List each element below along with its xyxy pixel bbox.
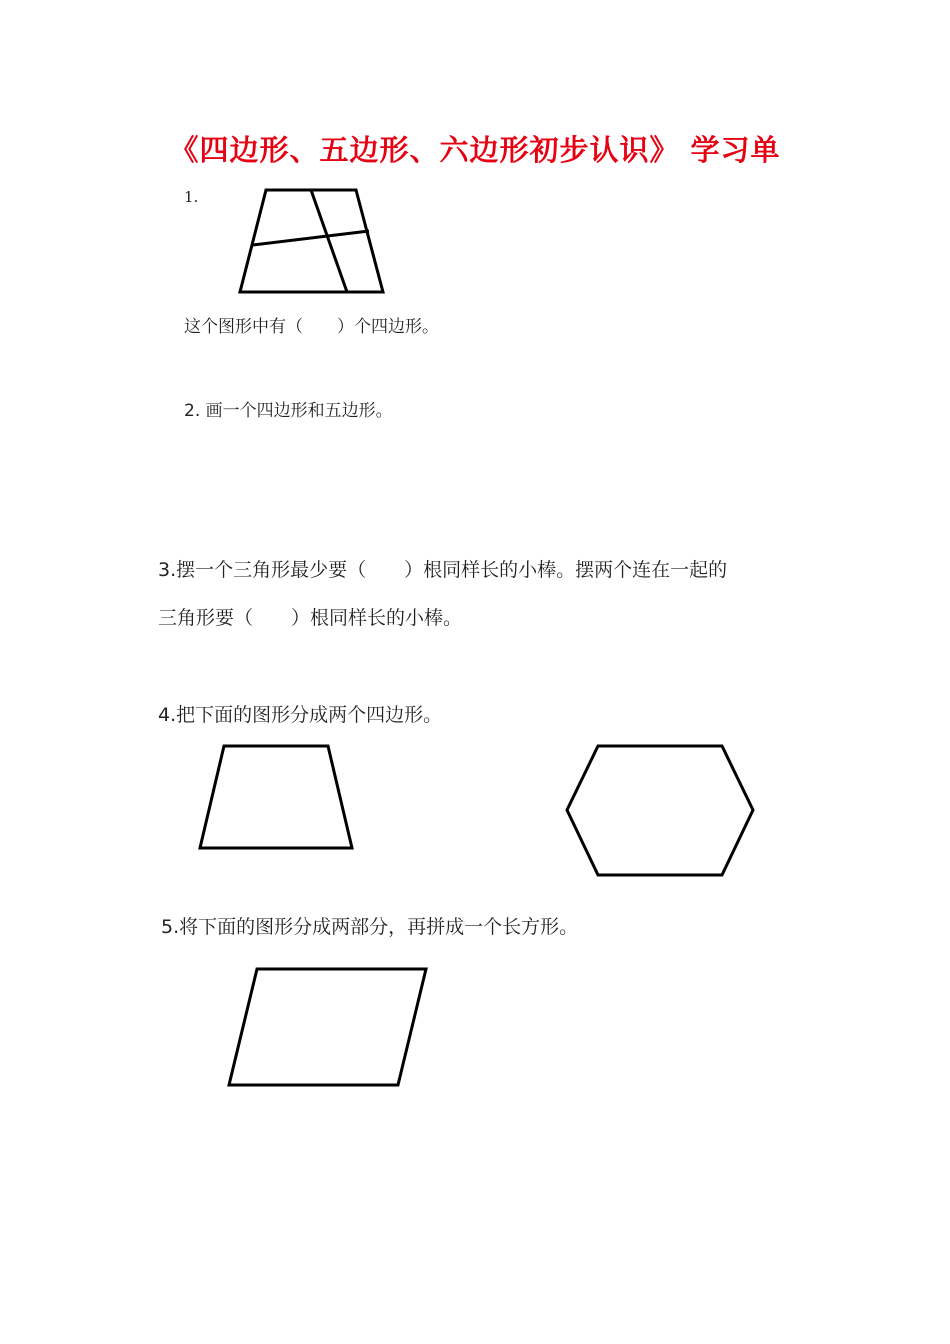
q3-question-line2: 三角形要（ ）根同样长的小棒。 <box>158 607 463 629</box>
q3-question-line1: 3.摆一个三角形最少要（ ）根同样长的小棒。摆两个连在一起的 <box>158 559 728 581</box>
q2-question-text: 2. 画一个四边形和五边形。 <box>184 401 393 421</box>
q4-trapezoid-figure <box>190 735 365 860</box>
q1-number: 1. <box>184 188 199 206</box>
worksheet-title: 《四边形、五边形、六边形初步认识》 学习单 <box>169 133 781 167</box>
q1-trapezoid-outline <box>240 190 383 292</box>
q1-question-text: 这个图形中有（ ）个四边形。 <box>184 317 439 337</box>
q5-parallelogram-figure <box>220 960 435 1095</box>
q4-trapezoid-outline <box>200 746 352 848</box>
q1-slanted-line <box>311 190 347 292</box>
q1-trapezoid-figure <box>230 180 400 305</box>
q4-question-text: 4.把下面的图形分成两个四边形。 <box>158 704 443 726</box>
q5-parallelogram-outline <box>229 969 426 1085</box>
q1-cross-line <box>253 231 369 245</box>
q4-hexagon-outline <box>567 746 753 875</box>
q5-question-text: 5.将下面的图形分成两部分，再拼成一个长方形。 <box>161 916 579 938</box>
q4-hexagon-figure <box>560 735 760 885</box>
